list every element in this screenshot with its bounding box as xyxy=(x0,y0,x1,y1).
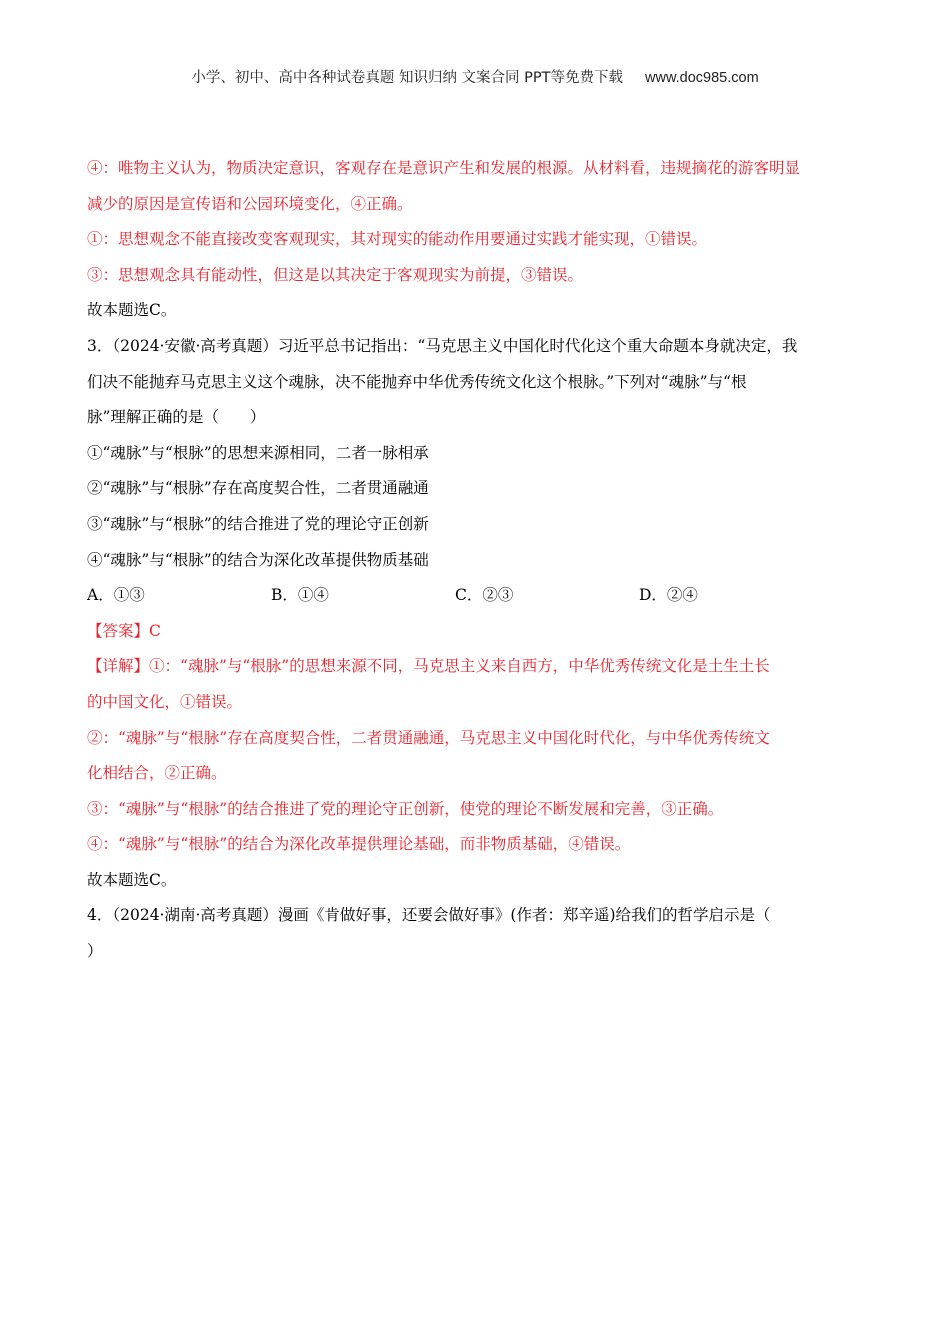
q3-answer xyxy=(87,614,863,650)
document-body xyxy=(87,151,863,970)
q3-statement: ②“魂脉”与“根脉”存在高度契合性，二者贯通融通 xyxy=(87,479,429,498)
prev-explanation-line: 减少的原因是宣传语和公园环境变化，④正确。 xyxy=(87,194,413,213)
header-site-link[interactable]: www.doc985.com xyxy=(645,70,759,86)
q3-stem-line: 脉”理解正确的是（ ） xyxy=(87,408,266,427)
q3-option-a[interactable]: A．①③ xyxy=(87,586,145,605)
q3-option-c[interactable]: C．②③ xyxy=(455,586,514,605)
q3-statement: ①“魂脉”与“根脉”的思想来源相同，二者一脉相承 xyxy=(87,443,429,462)
q3-detail-line: ②：“魂脉”与“根脉”存在高度契合性，二者贯通融通，马克思主义中国化时代化，与中华优秀传统文 xyxy=(87,728,770,747)
page-header xyxy=(0,66,950,87)
q3-detail-line: ④：“魂脉”与“根脉”的结合为深化改革提供理论基础，而非物质基础，④错误。 xyxy=(87,835,631,854)
answer-tag: 【答案】 xyxy=(87,621,150,640)
prev-explanation-line: ④：唯物主义认为，物质决定意识，客观存在是意识产生和发展的根源。从材料看，违规摘花的游客明显 xyxy=(87,159,801,177)
q3-detail-line xyxy=(87,649,863,685)
q3-detail-line: 化相结合，②正确。 xyxy=(87,764,227,783)
prev-explanation-line: ③：思想观念具有能动性，但这是以其决定于客观现实为前提，③错误。 xyxy=(87,265,584,284)
q3-statement: ③“魂脉”与“根脉”的结合推进了党的理论守正创新 xyxy=(87,514,429,533)
answer-value: C xyxy=(149,621,161,640)
q3-detail-line: ③：“魂脉”与“根脉”的结合推进了党的理论守正创新，使党的理论不断发展和完善，③正确。 xyxy=(87,799,724,818)
prev-conclusion: 故本题选C。 xyxy=(87,301,177,320)
q3-stem-line: 们决不能抛弃马克思主义这个魂脉，决不能抛弃中华优秀传统文化这个根脉。”下列对“魂脉”与“根 xyxy=(87,372,747,391)
q3-statement: ④“魂脉”与“根脉”的结合为深化改革提供物质基础 xyxy=(87,550,429,569)
q4-stem-line: ） xyxy=(87,942,103,961)
q4-stem-line: 4．（2024·湖南·高考真题）漫画《肯做好事，还要会做好事》(作者：郑辛遥)给我们的哲学启示是（ xyxy=(87,906,771,925)
q3-detail-line: 的中国文化，①错误。 xyxy=(87,692,243,711)
q3-option-d[interactable]: D．②④ xyxy=(639,586,698,605)
q3-stem-line: 3．（2024·安徽·高考真题）习近平总书记指出：“马克思主义中国化时代化这个重大命题本身就决定，我 xyxy=(87,336,798,355)
detail-tag: 【详解】 xyxy=(87,657,150,676)
detail-text: ①：“魂脉”与“根脉”的思想来源不同，马克思主义来自西方，中华优秀传统文化是土生土长 xyxy=(149,657,770,676)
q3-conclusion: 故本题选C。 xyxy=(87,870,177,889)
q3-options xyxy=(87,578,863,614)
q3-option-b[interactable]: B．①④ xyxy=(271,586,329,605)
prev-explanation-line: ①：思想观念不能直接改变客观现实，其对现实的能动作用要通过实践才能实现，①错误。 xyxy=(87,230,708,249)
header-text: 小学、初中、高中各种试卷真题 知识归纳 文案合同 PPT等免费下载 xyxy=(191,70,624,86)
